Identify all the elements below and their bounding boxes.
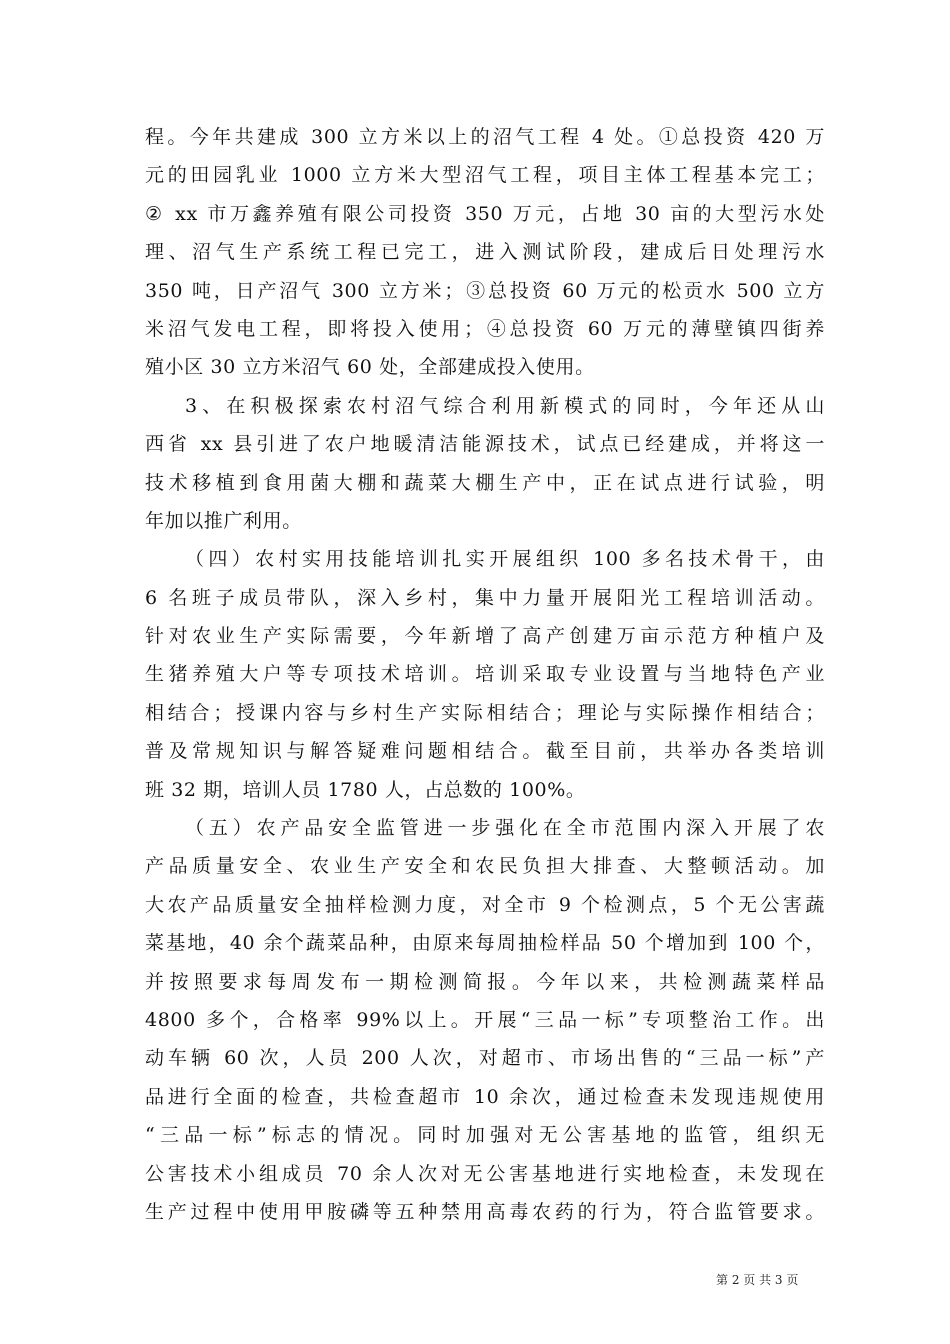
paragraph-clean-energy [145, 387, 825, 541]
text-line: 相结合；授课内容与乡村生产实际相结合；理论与实际操作相结合； [145, 701, 825, 724]
text-line: 350 吨，日产沼气 300 立方米；③总投资 60 万元的松贡水 500 立方 [145, 279, 825, 302]
text-line: 理、沼气生产系统工程已完工，进入测试阶段，建成后日处理污水 [145, 241, 825, 264]
text-line: 年加以推广利用。 [145, 509, 302, 532]
text-line: 程。今年共建成 300 立方米以上的沼气工程 4 处。①总投资 420 万 [145, 126, 825, 148]
text-line: 6 名班子成员带队，深入乡村，集中力量开展阳光工程培训活动。 [145, 586, 825, 609]
text-line: 并按照要求每周发布一期检测简报。今年以来，共检测蔬菜样品 [145, 970, 825, 993]
page-number-footer: 第 2 页 共 3 页 [716, 1273, 799, 1287]
text-line: 米沼气发电工程，即将投入使用；④总投资 60 万元的薄壁镇四街养 [145, 317, 825, 340]
text-line: ② xx 市万鑫养殖有限公司投资 350 万元，占地 30 亩的大型污水处 [145, 202, 825, 225]
paragraph-biogas-projects [145, 118, 825, 387]
text-line: 生产过程中使用甲胺磷等五种禁用高毒农药的行为，符合监管要求。 [145, 1200, 825, 1223]
text-line: 针对农业生产实际需要，今年新增了高产创建万亩示范方种植户及 [145, 625, 825, 648]
text-line: （五）农产品安全监管进一步强化在全市范围内深入开展了农 [185, 817, 825, 840]
text-line: 产品质量安全、农业生产安全和农民负担大排查、大整顿活动。加 [145, 855, 825, 878]
text-line: 技术移植到食用菌大棚和蔬菜大棚生产中，正在试点进行试验，明 [145, 471, 825, 494]
text-line: 班 32 期，培训人员 1780 人，占总数的 100%。 [145, 778, 586, 801]
text-line: 公害技术小组成员 70 余人次对无公害基地进行实地检查，未发现在 [145, 1162, 825, 1185]
text-line: 殖小区 30 立方米沼气 60 处，全部建成投入使用。 [145, 356, 595, 379]
paragraph-safety-supervision [145, 809, 825, 1231]
text-line: （四）农村实用技能培训扎实开展组织 100 多名技术骨干，由 [185, 548, 825, 571]
text-line: 西省 xx 县引进了农户地暖清洁能源技术，试点已经建成，并将这一 [145, 433, 825, 456]
document-body [145, 118, 825, 1231]
text-line: 菜基地，40 余个蔬菜品种，由原来每周抽检样品 50 个增加到 100 个， [145, 932, 825, 955]
paragraph-skills-training [145, 540, 825, 809]
text-line: 动车辆 60 次，人员 200 人次，对超市、市场出售的“三品一标”产 [145, 1047, 825, 1070]
text-line: 品进行全面的检查，共检查超市 10 余次，通过检查未发现违规使用 [145, 1085, 825, 1108]
text-line: “三品一标”标志的情况。同时加强对无公害基地的监管，组织无 [145, 1124, 825, 1147]
text-line: 3、在积极探索农村沼气综合利用新模式的同时，今年还从山 [185, 394, 825, 417]
text-line: 大农产品质量安全抽样检测力度，对全市 9 个检测点，5 个无公害蔬 [145, 893, 825, 916]
text-line: 4800 多个，合格率 99%以上。开展“三品一标”专项整治工作。出 [145, 1008, 825, 1031]
text-line: 生猪养殖大户等专项技术培训。培训采取专业设置与当地特色产业 [145, 663, 825, 686]
text-line: 元的田园乳业 1000 立方米大型沼气工程，项目主体工程基本完工； [145, 164, 825, 187]
text-line: 普及常规知识与解答疑难问题相结合。截至目前，共举办各类培训 [145, 740, 825, 763]
